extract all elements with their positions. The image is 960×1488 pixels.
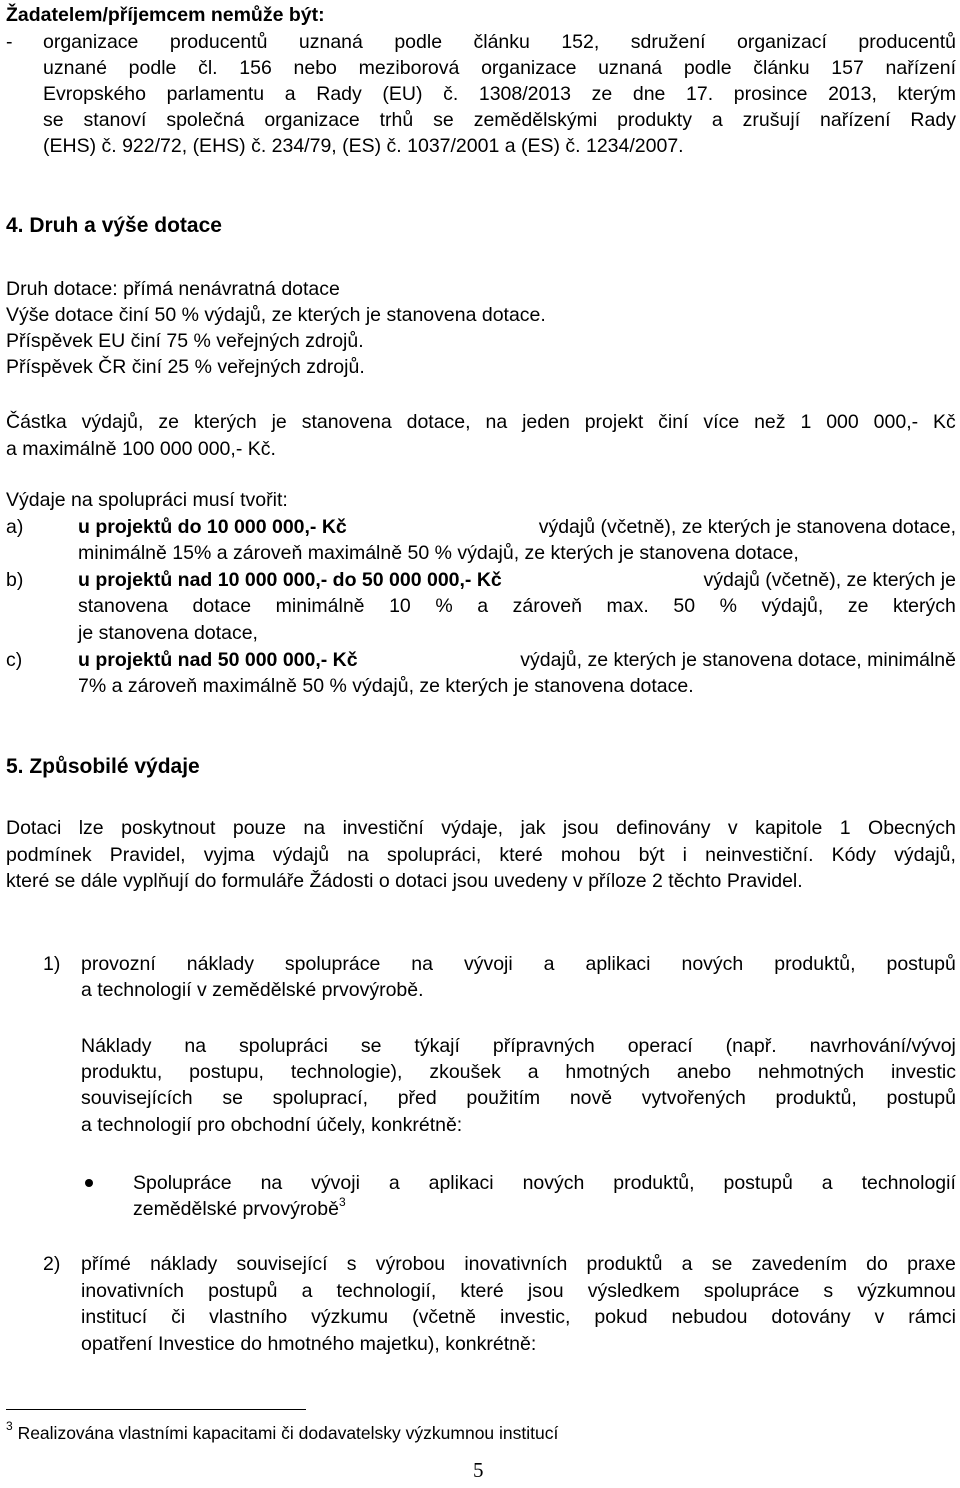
word: a: [821, 1172, 833, 1194]
word: výdajů,: [894, 844, 956, 866]
word: sdružení: [630, 31, 706, 53]
word: 2013,: [828, 83, 877, 105]
word: rámci: [908, 1306, 956, 1328]
footnote-text: Realizována vlastními kapacitami či dodavatelsky výzkumnou institucí: [17, 1423, 559, 1443]
word: s: [823, 1280, 834, 1302]
word: použitím: [466, 1087, 541, 1109]
coop-item-c-rest: výdajů, ze kterých je stanovena dotace, minimálně: [520, 649, 956, 671]
word: (např.: [725, 1035, 777, 1057]
word: spolupráce: [284, 953, 381, 975]
footnote-rule: [6, 1409, 306, 1410]
item-1-marker: 1): [43, 953, 61, 975]
word: postupů: [723, 1172, 793, 1194]
word: zemědělskými: [473, 109, 598, 131]
word: s: [346, 1253, 357, 1275]
word: produktů: [586, 1253, 663, 1275]
word: výdajů: [272, 844, 330, 866]
amount-line-2: a maximálně 100 000 000,- Kč.: [6, 438, 276, 460]
dash-marker: -: [6, 31, 13, 53]
word: v: [874, 1306, 885, 1328]
word: vyjma: [203, 844, 255, 866]
word: podle: [394, 31, 443, 53]
word: a: [681, 1253, 693, 1275]
word: postupů: [886, 1087, 956, 1109]
word: operací: [627, 1035, 693, 1057]
word: jak: [520, 817, 546, 839]
intro-line-3: které se dále vyplňují do formuláře Žádosti o dotaci jsou uvedeny v příloze 2 těchto Pravidel.: [6, 870, 803, 892]
footnote-ref: 3: [338, 1195, 346, 1209]
word: jsou: [527, 1280, 564, 1302]
word: produktů,: [613, 1172, 695, 1194]
word: na: [260, 1172, 283, 1194]
word: náklady: [186, 953, 254, 975]
word: či: [171, 1306, 186, 1328]
word: a: [711, 109, 723, 131]
word: se: [43, 109, 64, 131]
word: 1308/2013: [478, 83, 572, 105]
word: investic: [890, 1061, 956, 1083]
item-1-para-line-1: [81, 1033, 956, 1059]
bullet-line-2-text: zemědělské prvovýrobě: [133, 1198, 339, 1220]
word: producentů: [858, 31, 956, 53]
word: ze: [847, 595, 869, 617]
word: na: [347, 844, 369, 866]
word: produktů,: [774, 953, 856, 975]
word: výsledkem: [587, 1280, 680, 1302]
word: mohou: [560, 844, 621, 866]
word: výdajů,: [761, 595, 824, 617]
coop-item-c-line-1: [78, 647, 956, 673]
word: týkají: [414, 1035, 460, 1057]
word: zároveň: [512, 595, 582, 617]
word: %: [719, 595, 737, 617]
footnote: [6, 1420, 558, 1446]
word: ze: [158, 411, 179, 433]
word: minimálně: [275, 595, 365, 617]
word: výdaje,: [441, 817, 504, 839]
word: aplikaci: [428, 1172, 494, 1194]
word: 1: [839, 817, 851, 839]
word: institucí: [81, 1306, 148, 1328]
word: náklady: [150, 1253, 218, 1275]
coop-intro: Výdaje na spolupráci musí tvořit:: [6, 489, 288, 511]
word: souvisejících: [81, 1087, 193, 1109]
word: a: [527, 1061, 539, 1083]
word: než: [754, 411, 786, 433]
word: před: [397, 1087, 437, 1109]
word: výrobou: [375, 1253, 446, 1275]
word: 000: [826, 411, 859, 433]
word: podle: [683, 57, 732, 79]
section-5-heading: 5. Způsobilé výdaje: [6, 755, 200, 778]
word: a: [284, 83, 296, 105]
item-1-line-2: a technologií v zemědělské prvovýrobě.: [81, 979, 424, 1001]
item-2-line-4: opatření Investice do hmotného majetku), konkrétně:: [81, 1333, 537, 1355]
word: 17.: [686, 83, 714, 105]
word: nebo: [293, 57, 337, 79]
word: uznaná: [298, 31, 363, 53]
word: spolupráci: [239, 1035, 328, 1057]
word: Obecných: [868, 817, 956, 839]
word: prosince: [733, 83, 808, 105]
word: Evropského: [43, 83, 146, 105]
word: 000,-: [873, 411, 919, 433]
coop-item-b-bold: u projektů nad 10 000 000,- do 50 000 000,- Kč: [78, 569, 502, 591]
word: investic,: [500, 1306, 571, 1328]
coop-item-a-line-2: minimálně 15% a zároveň maximálně 50 % výdajů, ze kterých je stanovena dotace,: [78, 542, 799, 564]
footnote-number: 3: [6, 1419, 13, 1433]
word: vývoji: [463, 953, 513, 975]
subsidy-rate: Výše dotace činí 50 % výdajů, ze kterých je stanovena dotace.: [6, 304, 546, 326]
word: se: [433, 109, 454, 131]
word: max.: [606, 595, 649, 617]
word: na: [184, 1035, 207, 1057]
word: se: [711, 1253, 733, 1275]
word: článku: [753, 57, 810, 79]
word: organizací: [736, 31, 827, 53]
word: uznaná: [598, 57, 663, 79]
bullet-line-1: [133, 1170, 956, 1196]
word: kterých: [193, 411, 257, 433]
cz-contribution: Příspěvek ČR činí 25 % veřejných zdrojů.: [6, 356, 365, 378]
item-1-para-line-3: [81, 1085, 956, 1111]
word: spolupráce: [703, 1280, 800, 1302]
word: producentů: [169, 31, 268, 53]
word: nebudou: [671, 1306, 748, 1328]
word: 156: [239, 57, 272, 79]
word: čl.: [198, 57, 218, 79]
word: technologií,: [336, 1280, 437, 1302]
item-2-line-3: [81, 1304, 956, 1330]
word: 152,: [561, 31, 600, 53]
word: lze: [78, 817, 104, 839]
word: je: [271, 411, 287, 433]
word: které: [499, 844, 543, 866]
word: jsou: [562, 817, 599, 839]
word: podle: [128, 57, 177, 79]
word: anebo: [676, 1061, 732, 1083]
word: postupů: [886, 953, 956, 975]
word: které: [460, 1280, 504, 1302]
coop-item-b-line-1: [78, 567, 956, 593]
item-2-marker: 2): [43, 1253, 61, 1275]
applicant-line-4: [43, 107, 956, 133]
word: 10: [389, 595, 411, 617]
word: nařízení: [885, 57, 956, 79]
word: Kódy: [831, 844, 877, 866]
word: hmotných: [565, 1061, 650, 1083]
intro-line-1: [6, 815, 956, 841]
bullet-icon: [85, 1179, 93, 1187]
applicant-title: Žadatelem/příjemcem nemůže být:: [6, 4, 325, 26]
word: stanovena: [301, 411, 392, 433]
word: č.: [443, 83, 459, 105]
word: na: [303, 817, 326, 839]
intro-line-2: [6, 842, 956, 868]
word: být: [638, 844, 665, 866]
word: zrušují: [742, 109, 801, 131]
item-1-para-line-4: a technologií pro obchodní účely, konkrétně:: [81, 1114, 463, 1136]
word: vlastního: [209, 1306, 288, 1328]
word: produktu,: [81, 1061, 163, 1083]
word: spoluprací,: [272, 1087, 369, 1109]
word: stanoví: [83, 109, 147, 131]
word: provozní: [81, 953, 156, 975]
item-2-line-1: [81, 1251, 956, 1277]
coop-item-b-line-2: [78, 593, 956, 619]
word: zavedením: [751, 1253, 847, 1275]
word: produktů,: [775, 1087, 857, 1109]
word: článku: [473, 31, 530, 53]
word: projekt: [584, 411, 644, 433]
word: nehmotných: [757, 1061, 865, 1083]
word: (včetně: [412, 1306, 477, 1328]
word: organizace: [43, 31, 139, 53]
coop-marker-c: c): [6, 649, 23, 671]
word: ze: [591, 83, 613, 105]
word: nových: [681, 953, 744, 975]
word: a: [388, 1172, 400, 1194]
word: inovativních: [464, 1253, 568, 1275]
word: Pravidel,: [109, 844, 186, 866]
word: se: [222, 1087, 243, 1109]
word: podmínek: [6, 844, 92, 866]
word: dne: [632, 83, 666, 105]
amount-line-1: [6, 409, 956, 435]
word: nově: [569, 1087, 613, 1109]
word: Spolupráce: [133, 1172, 232, 1194]
word: spolupráci,: [386, 844, 482, 866]
word: kterých: [893, 595, 956, 617]
word: související: [236, 1253, 328, 1275]
word: dotace: [192, 595, 252, 617]
coop-marker-a: a): [6, 516, 24, 538]
word: %: [435, 595, 453, 617]
word: Náklady: [81, 1035, 152, 1057]
word: na: [411, 953, 433, 975]
word: aplikaci: [585, 953, 651, 975]
applicant-line-3: [43, 81, 956, 107]
bullet-line-2: [133, 1196, 346, 1222]
word: technologií: [861, 1172, 956, 1194]
word: Rady: [910, 109, 956, 131]
word: technologie),: [290, 1061, 403, 1083]
item-2-line-2: [81, 1278, 956, 1304]
word: v: [727, 817, 738, 839]
word: produkty: [617, 109, 692, 131]
word: se: [360, 1035, 382, 1057]
coop-item-c-line-2: 7% a zároveň maximálně 50 % výdajů, ze kterých je stanovena dotace.: [78, 675, 694, 697]
word: meziborová: [358, 57, 460, 79]
word: uznané: [43, 57, 107, 79]
word: přípravných: [492, 1035, 595, 1057]
word: nařízení: [820, 109, 891, 131]
word: organizace: [481, 57, 577, 79]
word: přímé: [81, 1253, 131, 1275]
word: společná: [166, 109, 245, 131]
word: výdajů,: [81, 411, 144, 433]
word: trhů: [379, 109, 414, 131]
coop-item-a-line-1: [78, 514, 956, 540]
word: 157: [831, 57, 864, 79]
applicant-line-1: [43, 29, 956, 55]
word: činí: [658, 411, 689, 433]
word: dotace,: [406, 411, 471, 433]
section-4-heading: 4. Druh a výše dotace: [6, 214, 222, 237]
eu-contribution: Příspěvek EU činí 75 % veřejných zdrojů.: [6, 330, 364, 352]
word: pouze: [232, 817, 286, 839]
coop-item-a-rest: výdajů (včetně), ze kterých je stanovena dotace,: [538, 516, 956, 538]
page-number: 5: [473, 1458, 484, 1482]
word: postupu,: [189, 1061, 264, 1083]
word: kterým: [897, 83, 956, 105]
word: neinvestiční.: [705, 844, 814, 866]
word: i: [682, 844, 688, 866]
coop-marker-b: b): [6, 569, 24, 591]
word: a: [301, 1280, 313, 1302]
word: inovativních: [81, 1280, 184, 1302]
word: a: [543, 953, 555, 975]
word: poskytnout: [121, 817, 216, 839]
word: jeden: [522, 411, 570, 433]
coop-item-b-line-3: je stanovena dotace,: [78, 622, 258, 644]
applicant-line-5: (EHS) č. 922/72, (EHS) č. 234/79, (ES) č. 1037/2001 a (ES) č. 1234/2007.: [43, 135, 684, 157]
word: Dotaci: [6, 817, 62, 839]
coop-item-b-rest: výdajů (včetně), ze kterých je: [703, 569, 956, 591]
word: do: [866, 1253, 888, 1275]
word: investiční: [342, 817, 424, 839]
item-1-line-1: [81, 951, 956, 977]
coop-item-c-bold: u projektů nad 50 000 000,- Kč: [78, 649, 358, 671]
word: výzkumu: [311, 1306, 389, 1328]
word: definovány: [616, 817, 711, 839]
word: Částka: [6, 411, 67, 433]
word: výzkumnou: [857, 1280, 956, 1302]
word: Kč: [933, 411, 956, 433]
applicant-line-2: [43, 55, 956, 81]
word: více: [703, 411, 740, 433]
word: postupů: [208, 1280, 278, 1302]
word: stanovena: [78, 595, 168, 617]
subsidy-type: Druh dotace: přímá nenávratná dotace: [6, 278, 340, 300]
word: dotovány: [771, 1306, 851, 1328]
word: na: [485, 411, 508, 433]
item-1-para-line-2: [81, 1059, 956, 1085]
word: organizace: [264, 109, 360, 131]
word: parlamentu: [166, 83, 265, 105]
word: zkoušek: [429, 1061, 501, 1083]
word: vývoji: [311, 1172, 360, 1194]
word: 50: [673, 595, 696, 617]
word: praxe: [907, 1253, 956, 1275]
word: a: [477, 595, 489, 617]
word: pokud: [594, 1306, 648, 1328]
word: kapitole: [755, 817, 823, 839]
word: (EU): [382, 83, 423, 105]
coop-item-a-bold: u projektů do 10 000 000,- Kč: [78, 516, 347, 538]
word: vytvořených: [641, 1087, 746, 1109]
word: Rady: [316, 83, 362, 105]
word: nových: [522, 1172, 585, 1194]
word: navrhování/vývoj: [809, 1035, 956, 1057]
word: 1: [800, 411, 812, 433]
